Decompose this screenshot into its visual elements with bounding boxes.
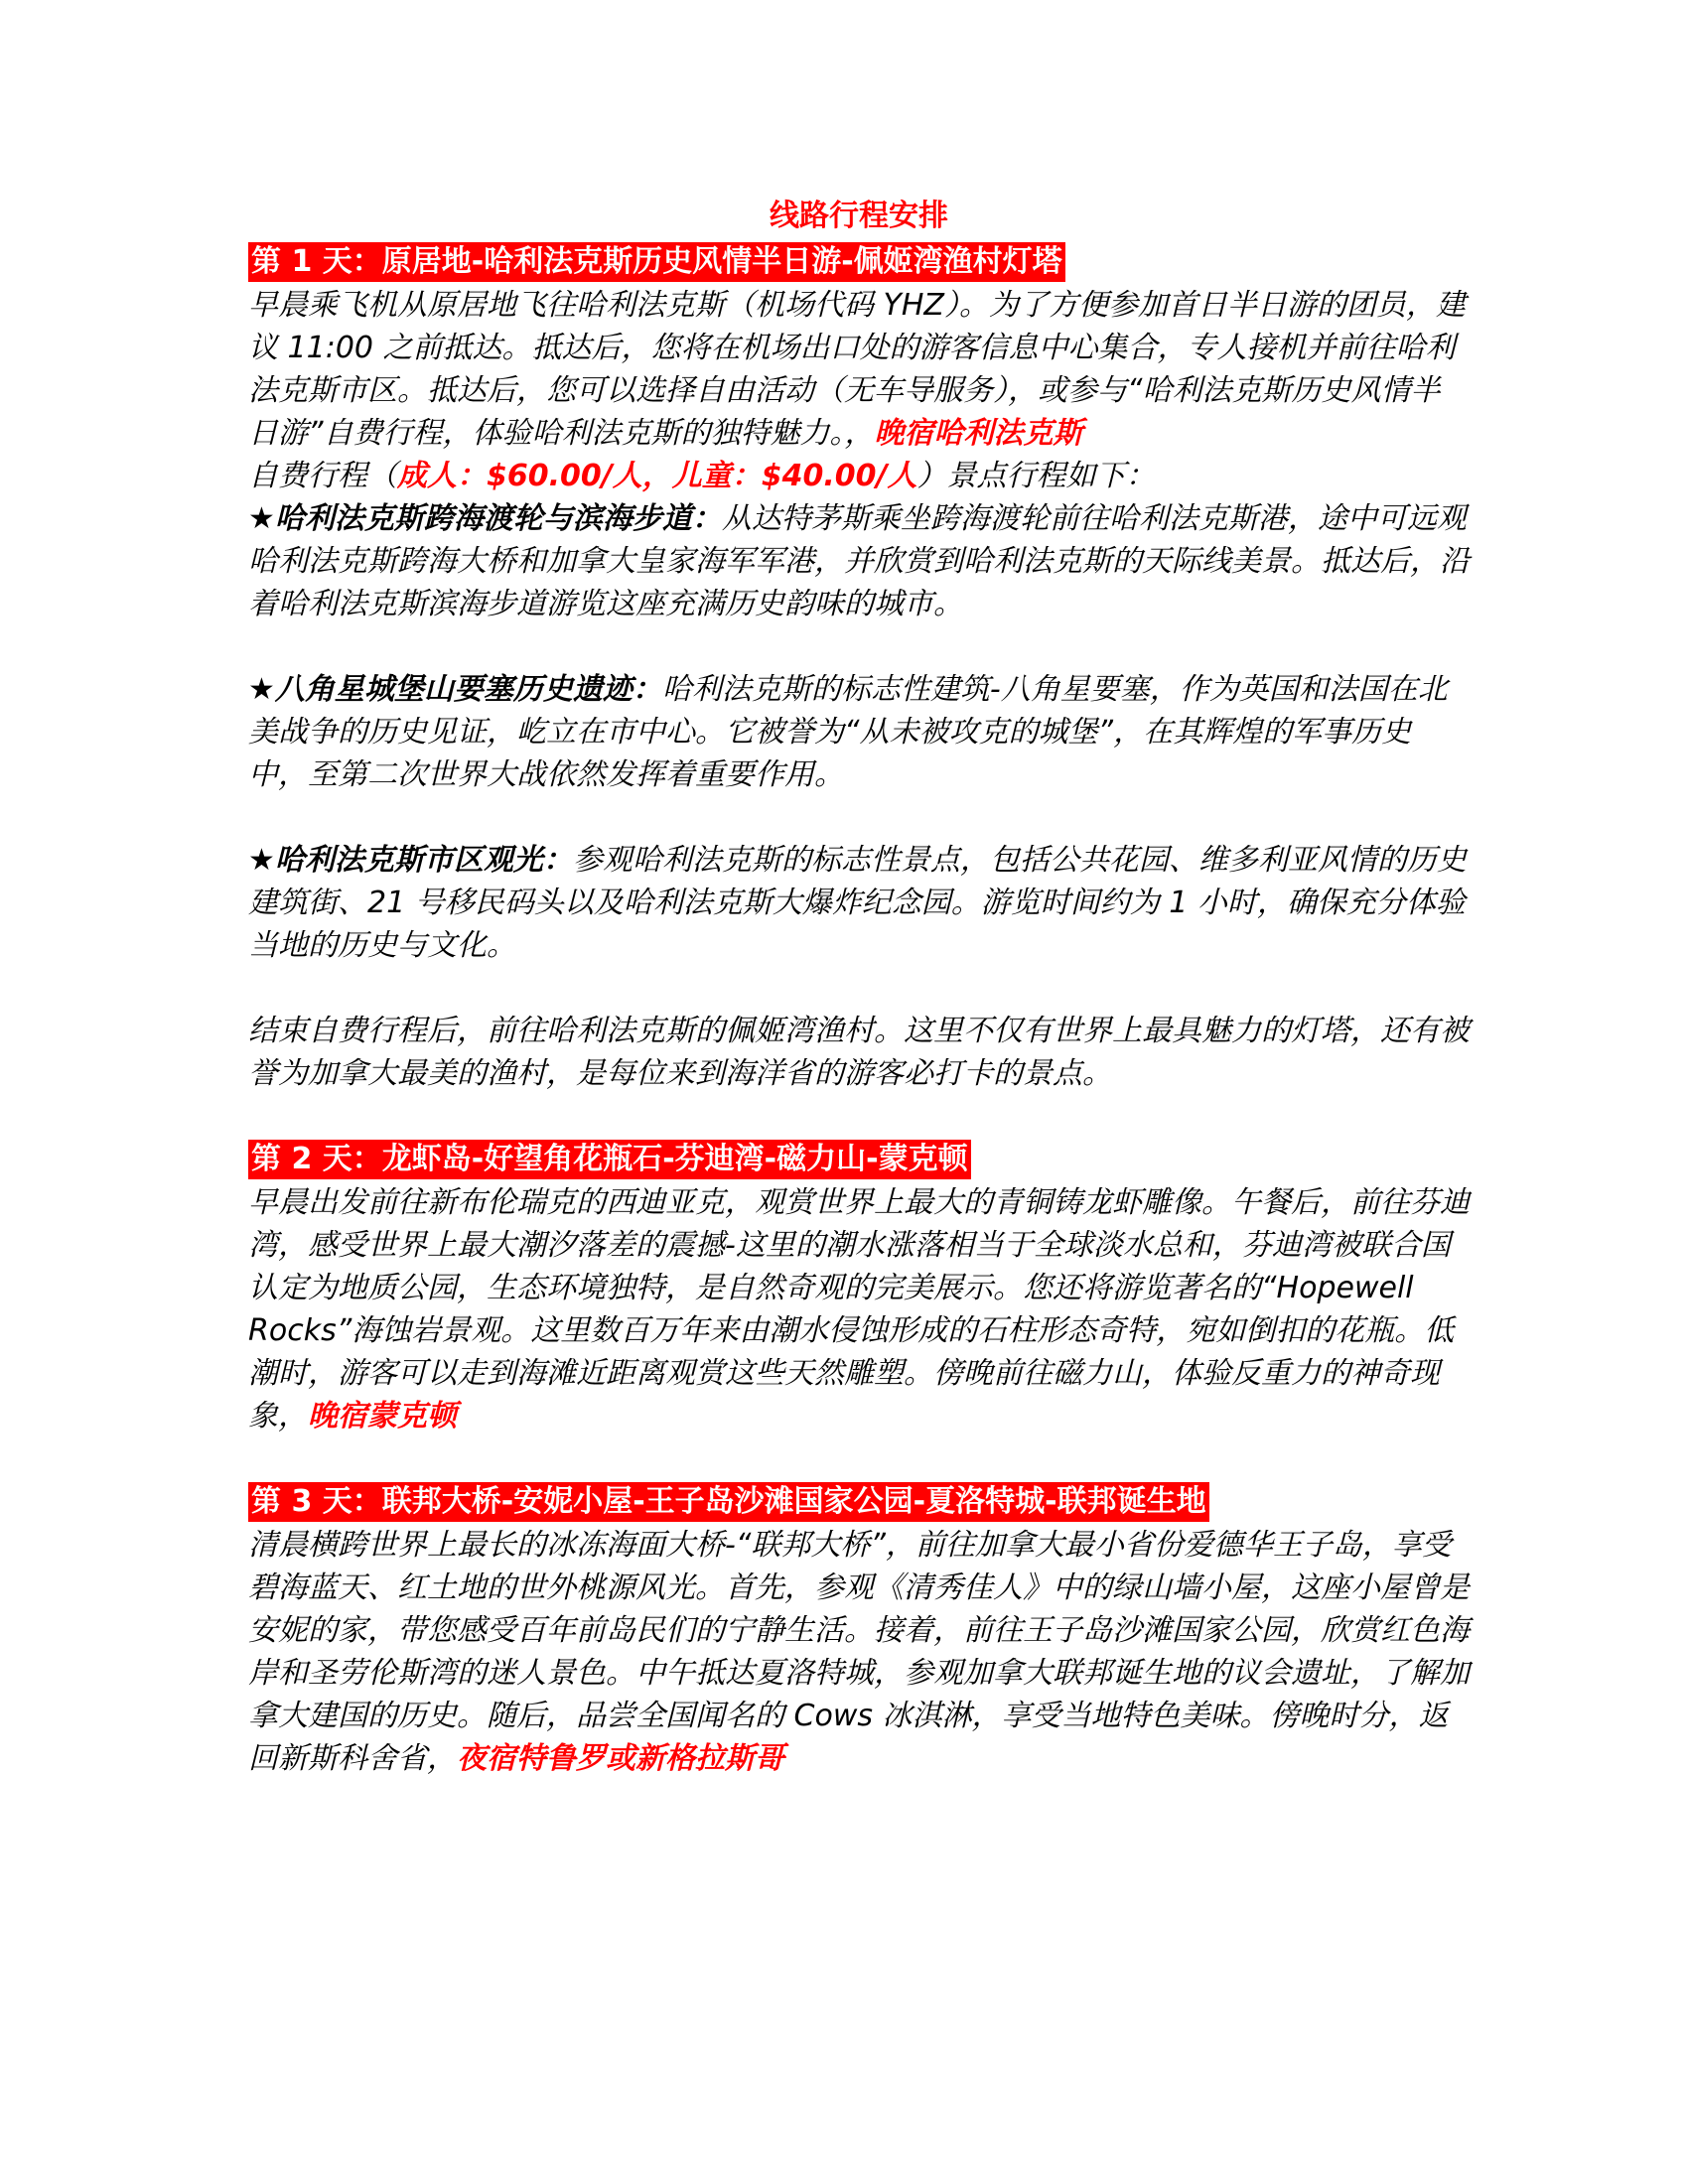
day1-optional-line — [248, 455, 1470, 497]
day3-stay: 夜宿特鲁罗或新格拉斯哥 — [457, 1741, 784, 1776]
day1-heading-label: 第 1 天：原居地-哈利法克斯历史风情半日游-佩姬湾渔村灯塔 — [248, 242, 1065, 282]
day2-text — [248, 1181, 1470, 1437]
day3-text — [248, 1524, 1470, 1780]
day1-optional-price: 成人：$60.00/人，儿童：$40.00/人 — [397, 459, 917, 493]
day1-optional-prefix: 自费行程（ — [248, 459, 397, 493]
spacer — [248, 967, 1470, 1010]
spot-citadel-text: 哈利法克斯的标志性建筑-八角星要塞，作为英国和法国在北美战争的历史见证，屹立在市中心。它被誉为“从未被攻克的城堡”，在其辉煌的军事历史中，至第二次世界大战依然发挥着重要作用。 — [248, 672, 1448, 792]
day2-stay: 晚宿蒙克顿 — [308, 1399, 457, 1433]
day1-intro — [248, 284, 1470, 455]
day1-optional-suffix: ）景点行程如下： — [916, 459, 1156, 493]
spacer — [248, 625, 1470, 668]
spacer — [248, 796, 1470, 839]
spot-citadel-name: ★八角星城堡山要塞历史遗迹： — [248, 672, 662, 707]
page-title: 线路行程安排 — [770, 199, 948, 233]
day3-heading-label: 第 3 天：联邦大桥-安妮小屋-王子岛沙滩国家公园-夏洛特城-联邦诞生地 — [248, 1482, 1209, 1522]
day2-heading — [248, 1138, 1470, 1181]
day2-heading-label: 第 2 天：龙虾岛-好望角花瓶石-芬迪湾-磁力山-蒙克顿 — [248, 1140, 971, 1179]
day1-spot-citadel — [248, 668, 1470, 796]
spot-city-text: 参观哈利法克斯的标志性景点，包括公共花园、维多利亚风情的历史建筑街、21 号移民码头以及哈利法克斯大爆炸纪念园。游览时间约为 1 小时，确保充分体验当地的历史与文化。 — [248, 843, 1467, 963]
day1-heading — [248, 240, 1470, 284]
day2-body: 早晨出发前往新布伦瑞克的西迪亚克，观赏世界上最大的青铜铸龙虾雕像。午餐后，前往芬迪湾，感受世界上最大潮汐落差的震撼-这里的潮水涨落相当于全球淡水总和，芬迪湾被联合国认定为地质公园，生态环境独特，是自然奇观的完美展示。您还将游览著名的“Hopewell Rocks”海蚀岩景观。这里数百万年来由潮水侵蚀形成的石柱形态奇特，宛如倒扣的花瓶。低潮时，游客可以走到海滩近距离观赏这些天然雕塑。傍晚前往磁力山，体验反重力的神奇现象， — [248, 1185, 1470, 1433]
spot-ferry-name: ★哈利法克斯跨海渡轮与滨海步道： — [248, 501, 722, 536]
itinerary-content — [248, 197, 1470, 1780]
day1-intro-text: 早晨乘飞机从原居地飞往哈利法克斯（机场代码 YHZ）。为了方便参加首日半日游的团员，建议 11:00 之前抵达。抵达后，您将在机场出口处的游客信息中心集合，专人接机并前往哈利法克斯市区。抵达后，您可以选择自由活动（无车导服务），或参与“哈利法克斯历史风情半日游”自费行程，体验哈利法克斯的独特魅力。， — [248, 288, 1466, 451]
day1-closing: 结束自费行程后，前往哈利法克斯的佩姬湾渔村。这里不仅有世界上最具魅力的灯塔，还有被誉为加拿大最美的渔村，是每位来到海洋省的游客必打卡的景点。 — [248, 1014, 1470, 1091]
spot-ferry-text: 从达特茅斯乘坐跨海渡轮前往哈利法克斯港，途中可远观哈利法克斯跨海大桥和加拿大皇家海军军港，并欣赏到哈利法克斯的天际线美景。抵达后，沿着哈利法克斯滨海步道游览这座充满历史韵味的城市。 — [248, 501, 1470, 621]
day1-spot-city — [248, 839, 1470, 967]
day3-body: 清晨横跨世界上最长的冰冻海面大桥-“联邦大桥”，前往加拿大最小省份爱德华王子岛，享受碧海蓝天、红土地的世外桃源风光。首先，参观《清秀佳人》中的绿山墙小屋，这座小屋曾是安妮的家，带您感受百年前岛民们的宁静生活。接着，前往王子岛沙滩国家公园，欣赏红色海岸和圣劳伦斯湾的迷人景色。中午抵达夏洛特城，参观加拿大联邦诞生地的议会遗址，了解加拿大建国的历史。随后，品尝全国闻名的 Cows 冰淇淋，享受当地特色美味。傍晚时分，返回新斯科舍省， — [248, 1528, 1470, 1776]
spacer — [248, 1095, 1470, 1138]
spot-city-name: ★哈利法克斯市区观光： — [248, 843, 573, 878]
spacer — [248, 1437, 1470, 1480]
day1-stay: 晚宿哈利法克斯 — [874, 416, 1083, 451]
day1-spot-ferry — [248, 497, 1470, 625]
day3-heading — [248, 1480, 1470, 1524]
